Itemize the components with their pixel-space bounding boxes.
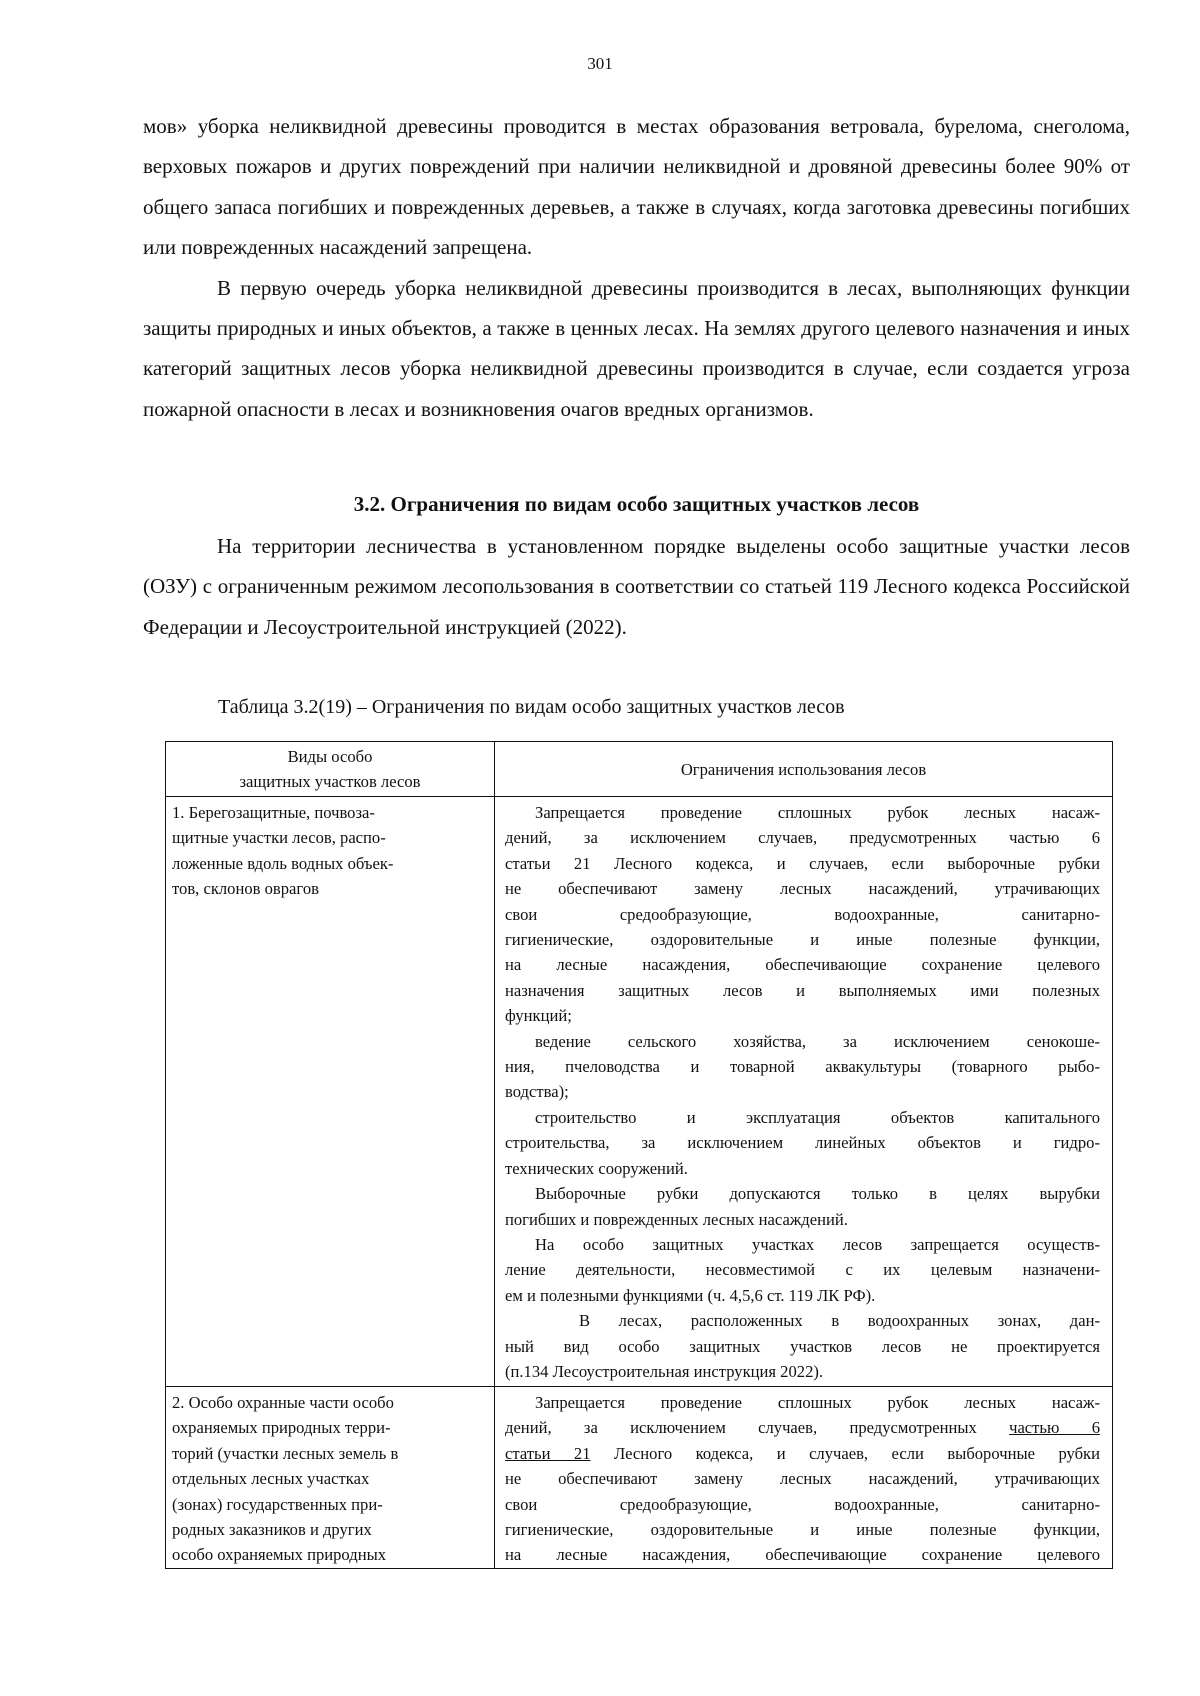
line-with-link: дений, за исключением случаев, предусмотренных частью 6 xyxy=(505,1418,1100,1438)
header-restrictions: Ограничения использования лесов xyxy=(495,742,1113,797)
section-intro: На территории лесничества в установленном порядке выделены особо защитные участки лесов (ОЗУ) с ограниченным режимом лесопользования в соответствии со статьей 119 Лесного кодекса Российской Федерации и Лесоустроительной инструкцией (2022). xyxy=(143,534,1130,639)
paragraph-continuation: мов» уборка неликвидной древесины проводится в местах образования ветровала, бурелома, снеголома, верховых пожаров и других повреждений при наличии неликвидной и дровяной древесины более 90% от общего запаса погибших и поврежденных деревьев, а также в случаях, когда заготовка древесины погибших или поврежденных насаждений запрещена. xyxy=(143,114,1130,260)
body-text xyxy=(143,106,1130,429)
zone-type-cell: 2. Особо охранные части особо охраняемых природных терри- торий (участки лесных земель в отдельных лесных участках (зонах) государственных при- родных заказников и других особо охраняемых природных xyxy=(166,1387,495,1569)
restrictions-cell: Запрещается проведение сплошных рубок лесных насаж- дений, за исключением случаев, предусмотренных частью 6 статьи 21 Лесного кодекса, и случаев, если выборочные рубки не обеспечивают замену лесных насаждений, утрачивающих свои средообразующие, водоохранные, санитарно- гигиенические, оздоровительные и иные полезные функции, на лесные насаждения, обеспечивающие сохранение целевого назначения защитных лесов и выполняемых ими полезных функций; ведение сельского хозяйства, за исключением сенокоше- ния, пчеловодства и товарной аквакультуры (товарного рыбо- водства); строительство и эксплуатация объектов капитального строительства, за исключением линейных объектов и гидро- технических сооружений. Выборочные рубки допускаются только в целях вырубки погибших и поврежденных лесных насаждений. На особо защитных участках лесов запрещается осуществ- ление деятельности, несовместимой с их целевым назначени- ем и полезными функциями (ч. 4,5,6 ст. 119 ЛК РФ). В лесах, расположенных в водоохранных зонах, дан- ный вид особо защитных участков лесов не проектируется (п.134 Лесоустроительная инструкция 2022). xyxy=(495,797,1113,1387)
line-with-link: статьи 21 Лесного кодекса, и случаев, если выборочные рубки xyxy=(505,1443,1100,1463)
table-row xyxy=(166,1387,1113,1569)
table-header-row xyxy=(166,742,1113,797)
law-reference-link[interactable]: частью 6 xyxy=(1009,1418,1100,1438)
zone-type-cell: 1. Берегозащитные, почвоза- щитные участки лесов, распо- ложенные вдоль водных объек- тов, склонов оврагов xyxy=(166,797,495,1387)
restrictions-table xyxy=(165,741,1113,1569)
table-row xyxy=(166,797,1113,1387)
table-caption: Таблица 3.2(19) – Ограничения по видам особо защитных участков лесов xyxy=(218,696,845,718)
paragraph-cleanup-priority: В первую очередь уборка неликвидной древесины производится в лесах, выполняющих функции защиты природных и иных объектов, а также в ценных лесах. На землях другого целевого назначения и иных категорий защитных лесов уборка неликвидной древесины производится в случае, если создается угроза пожарной опасности в лесах и возникновения очагов вредных организмов. xyxy=(143,275,1130,421)
law-reference-link[interactable]: статьи 21 xyxy=(505,1443,591,1463)
restrictions-cell: Запрещается проведение сплошных рубок лесных насаж- дений, за исключением случаев, предусмотренных частью 6 статьи 21 Лесного кодекса, и случаев, если выборочные рубки не обеспечивают замену лесных насаждений, утрачивающих свои средообразующие, водоохранные, санитарно- гигиенические, оздоровительные и иные полезные функции, на лесные насаждения, обеспечивающие сохранение целевого xyxy=(495,1387,1113,1569)
header-zone-type: Виды особо защитных участков лесов xyxy=(166,742,495,797)
page-number: 301 xyxy=(587,54,613,73)
section-intro-block xyxy=(143,526,1130,647)
section-heading: 3.2. Ограничения по видам особо защитных участков лесов xyxy=(353,492,920,516)
